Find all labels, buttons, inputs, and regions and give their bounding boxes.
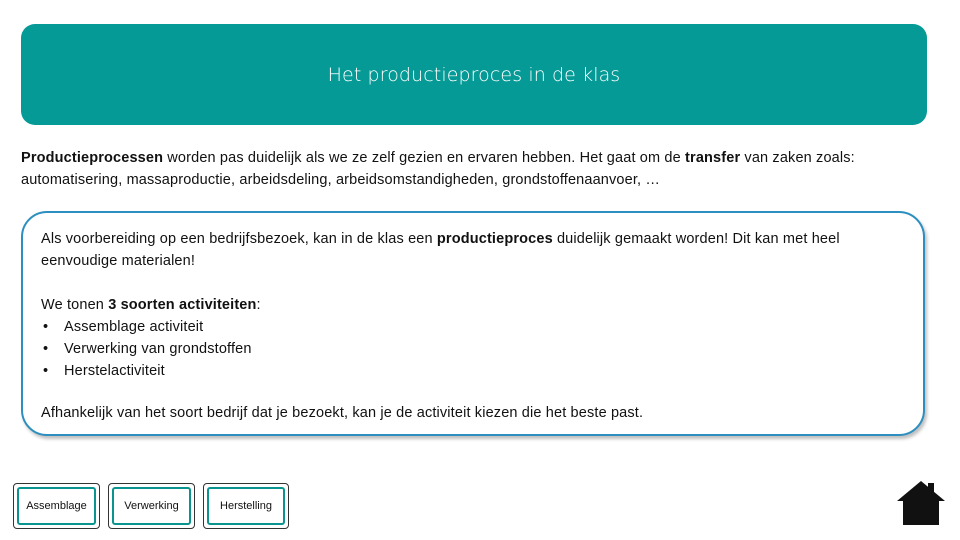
activities-heading-bold: 3 soorten activiteiten bbox=[108, 297, 257, 313]
intro-paragraph bbox=[21, 147, 921, 191]
preparation-bold: productieproces bbox=[436, 231, 553, 247]
activities-heading-text: We tonen bbox=[41, 297, 109, 313]
home-icon bbox=[895, 479, 947, 527]
page-title: Het productieproces in de klas bbox=[327, 63, 621, 86]
herstelling-button-label: Herstelling bbox=[220, 500, 272, 512]
list-item: • Verwerking van grondstoffen bbox=[41, 338, 899, 360]
verwerking-button-label: Verwerking bbox=[124, 500, 179, 512]
preparation-paragraph bbox=[41, 228, 899, 272]
title-banner bbox=[21, 24, 927, 125]
preparation-text-1: Als voorbereiding op een bedrijfsbezoek, kan in de klas een bbox=[41, 231, 437, 247]
info-box-content bbox=[41, 228, 899, 424]
home-button[interactable] bbox=[895, 479, 947, 527]
preparation-text-2: duidelijk gemaakt worden! Dit kan met heel eenvoudige materialen! bbox=[41, 231, 840, 269]
assemblage-button[interactable] bbox=[13, 483, 100, 529]
verwerking-button[interactable] bbox=[108, 483, 195, 529]
activities-heading bbox=[41, 294, 899, 316]
herstelling-button[interactable] bbox=[203, 483, 289, 529]
closing-paragraph: Afhankelijk van het soort bedrijf dat je bezoekt, kan je de activiteit kiezen die het beste past. bbox=[41, 405, 644, 421]
activities-list bbox=[41, 316, 899, 382]
intro-text-2: van zaken zoals: automatisering, massaproductie, arbeidsdeling, arbeidsomstandigheden, grondstoffenaanvoer, … bbox=[21, 150, 855, 188]
intro-text-1: worden pas duidelijk als we ze zelf gezien en ervaren hebben. Het gaat om de bbox=[163, 150, 686, 166]
intro-bold-transfer: transfer bbox=[685, 150, 741, 166]
activities-heading-colon: : bbox=[256, 297, 261, 313]
intro-bold-productieprocessen: Productieprocessen bbox=[21, 150, 164, 166]
list-item: • Herstelactiviteit bbox=[41, 360, 899, 382]
assemblage-button-label: Assemblage bbox=[26, 500, 87, 512]
info-box bbox=[21, 211, 925, 436]
list-item: • Assemblage activiteit bbox=[41, 316, 899, 338]
